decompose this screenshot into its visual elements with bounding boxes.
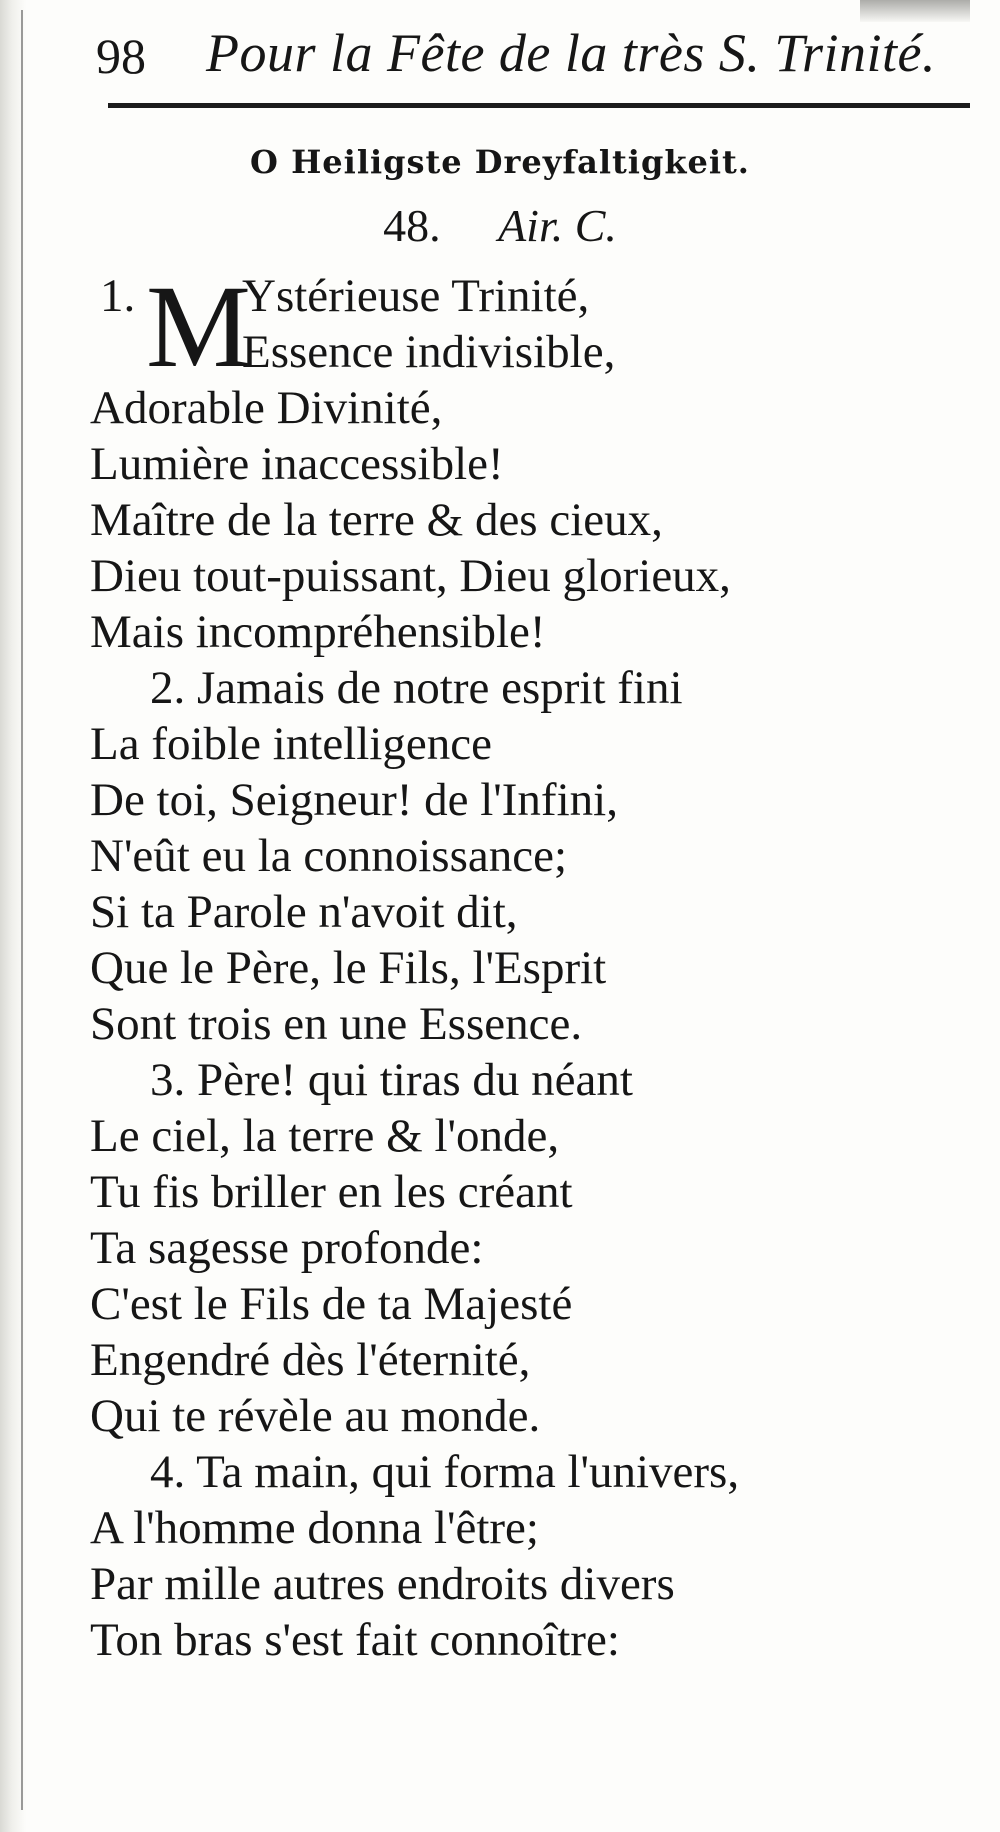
header-rule	[108, 103, 970, 108]
binding-edge-line	[21, 10, 23, 1810]
verse-line: De toi, Seigneur! de l'Infini,	[90, 774, 618, 826]
verse-line: Tu fis briller en les créant	[90, 1166, 573, 1218]
verse-line: Qui te révèle au monde.	[90, 1390, 541, 1442]
verse-line: Mais incompréhensible!	[90, 606, 546, 658]
verse-line: Par mille autres endroits divers	[90, 1558, 675, 1610]
verse-number: 1.	[100, 270, 136, 322]
verse-first-line	[90, 1444, 970, 1500]
verse-line: A l'homme donna l'être;	[90, 1502, 539, 1554]
verse-line: La foible intelligence	[90, 718, 492, 770]
hymn-header	[0, 196, 1000, 256]
verse-line: Dieu tout-puissant, Dieu glorieux,	[90, 550, 731, 602]
verse-line: Essence indivisible,	[242, 326, 616, 378]
hymn-number: 48.	[383, 200, 441, 251]
verse-number: 2.	[150, 662, 186, 714]
verse-1	[90, 261, 970, 660]
verse-first-line	[90, 1052, 970, 1108]
verse-line: Ta sagesse profonde:	[90, 1222, 484, 1274]
verse-line: Engendré dès l'éternité,	[90, 1334, 531, 1386]
verse-2	[90, 660, 970, 1052]
page-number: 98	[96, 28, 146, 84]
verse-line: Ton bras s'est fait connoître:	[90, 1614, 620, 1666]
verse-line: N'eût eu la connoissance;	[90, 830, 567, 882]
corner-smudge	[860, 0, 970, 22]
verse-4	[90, 1444, 970, 1668]
verse-line: Le ciel, la terre & l'onde,	[90, 1110, 560, 1162]
verse-line: Si ta Parole n'avoit dit,	[90, 886, 518, 938]
running-title: Pour la Fête de la très S. Trinité.	[206, 23, 936, 83]
verse-3	[90, 1052, 970, 1444]
verse-number: 3.	[150, 1054, 186, 1106]
verse-line: C'est le Fils de ta Majesté	[90, 1278, 573, 1330]
verse-line: Que le Père, le Fils, l'Esprit	[90, 942, 607, 994]
drop-cap-letter: M	[146, 261, 251, 392]
verse-line-text: Ta main, qui forma l'univers,	[196, 1446, 740, 1498]
verse-line-text: Père! qui tiras du néant	[197, 1054, 633, 1106]
verse-line: Sont trois en une Essence.	[90, 998, 583, 1050]
hymn-text	[90, 261, 970, 1668]
verse-line: Adorable Divinité,	[90, 382, 443, 434]
verse-line-text: Jamais de notre esprit fini	[197, 662, 683, 714]
verse-number: 4.	[150, 1446, 186, 1498]
verse-line: Ystérieuse Trinité,	[242, 270, 590, 322]
german-hymn-title: O Heiligste Dreyfaltigkeit.	[250, 143, 750, 181]
verse-line: Maître de la terre & des cieux,	[90, 494, 663, 546]
hymn-air: Air. C.	[498, 200, 617, 251]
verse-first-line	[90, 660, 970, 716]
verse-line: Lumière inaccessible!	[90, 438, 504, 490]
